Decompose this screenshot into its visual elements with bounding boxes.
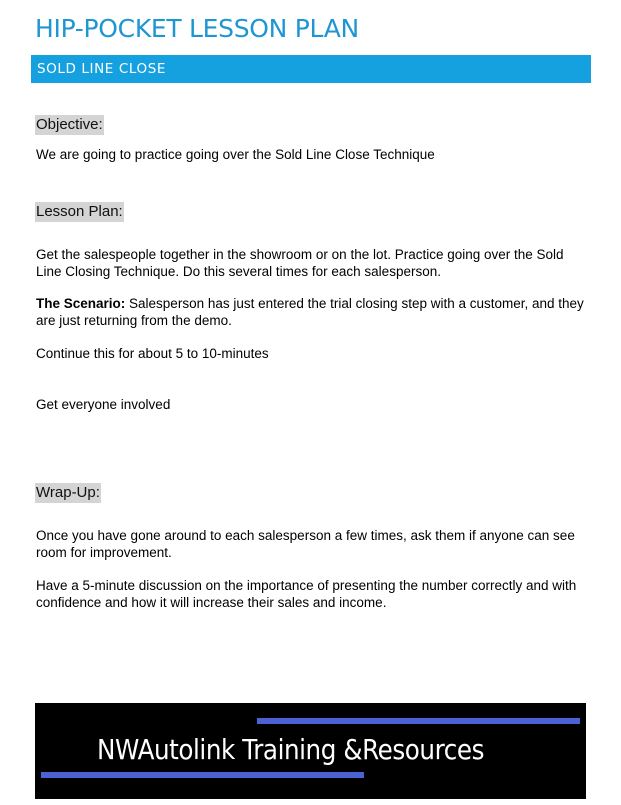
objective-text: We are going to practice going over the Sold Line Close Technique xyxy=(36,147,435,162)
company-logo-text: NWAutolink Training &Resources xyxy=(97,733,484,766)
logo-stripe-bottom xyxy=(41,772,364,778)
wrap-up-paragraph-2: Have a 5-minute discussion on the importance of presenting the number correctly and with confidence and how it will increase their sales and income. xyxy=(36,578,577,610)
scenario-paragraph xyxy=(36,295,596,329)
lesson-plan-heading: Lesson Plan: xyxy=(36,203,123,220)
duration-paragraph: Continue this for about 5 to 10-minutes xyxy=(36,346,269,361)
scenario-text: Salesperson has just entered the trial closing step with a customer, and they are just returning from the demo. xyxy=(36,296,584,328)
company-logo-banner xyxy=(35,703,586,799)
document-title: HIP-POCKET LESSON PLAN xyxy=(35,14,359,43)
lesson-plan-paragraph: Get the salespeople together in the showroom or on the lot. Practice going over the Sold Line Closing Technique. Do this several times for each salesperson. xyxy=(36,247,564,279)
wrap-up-paragraph-1: Once you have gone around to each salesperson a few times, ask them if anyone can see room for improvement. xyxy=(36,528,575,560)
section-title-bar xyxy=(31,55,591,83)
objective-heading: Objective: xyxy=(36,116,103,133)
wrap-up-heading: Wrap-Up: xyxy=(36,484,100,501)
logo-stripe-top xyxy=(257,718,580,724)
scenario-label: The Scenario: xyxy=(36,296,126,311)
section-title: SOLD LINE CLOSE xyxy=(37,61,167,77)
involvement-paragraph: Get everyone involved xyxy=(36,397,171,412)
